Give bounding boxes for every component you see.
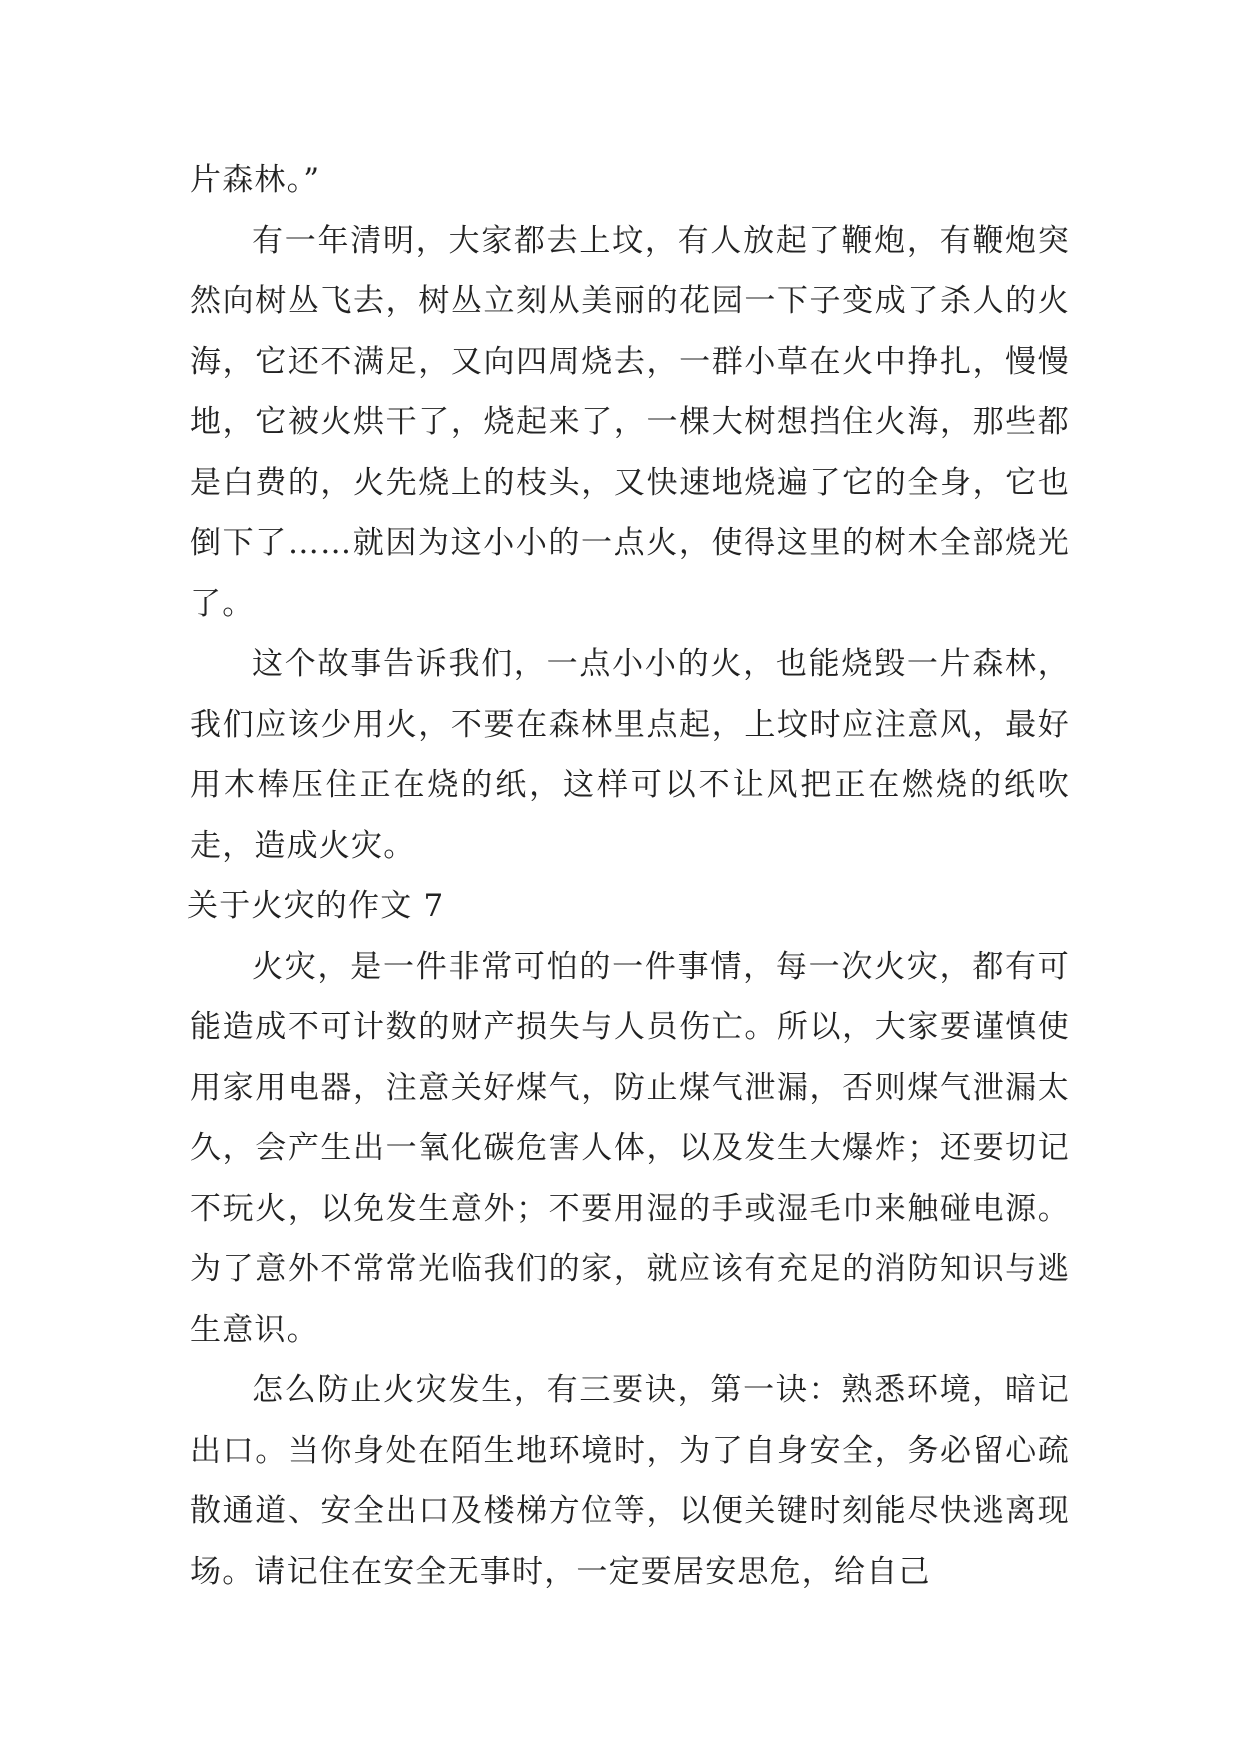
paragraph: 火灾，是一件非常可怕的一件事情，每一次火灾，都有可能造成不可计数的财产损失与人员伤亡。所以，大家要谨慎使用家用电器，注意关好煤气，防止煤气泄漏，否则煤气泄漏太久，会产生出一氧化碳危害人体，以及发生大爆炸；还要切记不玩火，以免发生意外；不要用湿的手或湿毛巾来触碰电源。为了意外不常常光临我们的家，就应该有充足的消防知识与逃生意识。	[190, 948, 1070, 1348]
paragraph: 这个故事告诉我们，一点小小的火，也能烧毁一片森林，我们应该少用火，不要在森林里点起，上坟时应注意风，最好用木棒压住正在烧的纸，这样可以不让风把正在燃烧的纸吹走，造成火灾。	[190, 646, 1070, 864]
document-body	[187, 150, 1070, 1602]
paragraph: 有一年清明，大家都去上坟，有人放起了鞭炮，有鞭炮突然向树丛飞去，树丛立刻从美丽的花园一下子变成了杀人的火海，它还不满足，又向四周烧去，一群小草在火中挣扎，慢慢地，它被火烘干了，烧起来了，一棵大树想挡住火海，那些都是白费的，火先烧上的枝头，又快速地烧遍了它的全身，它也倒下了……就因为这小小的一点火，使得这里的树木全部烧光了。	[190, 222, 1070, 622]
paragraph: 怎么防止火灾发生，有三要诀，第一诀：熟悉环境，暗记出口。当你身处在陌生地环境时，为了自身安全，务必留心疏散通道、安全出口及楼梯方位等，以便关键时刻能尽快逃离现场。请记住在安全无事时，一定要居安思危，给自己	[190, 1372, 1070, 1590]
paragraph-continuation: 片森林。”	[190, 162, 321, 198]
section-heading: 关于火灾的作文 7	[187, 888, 445, 924]
